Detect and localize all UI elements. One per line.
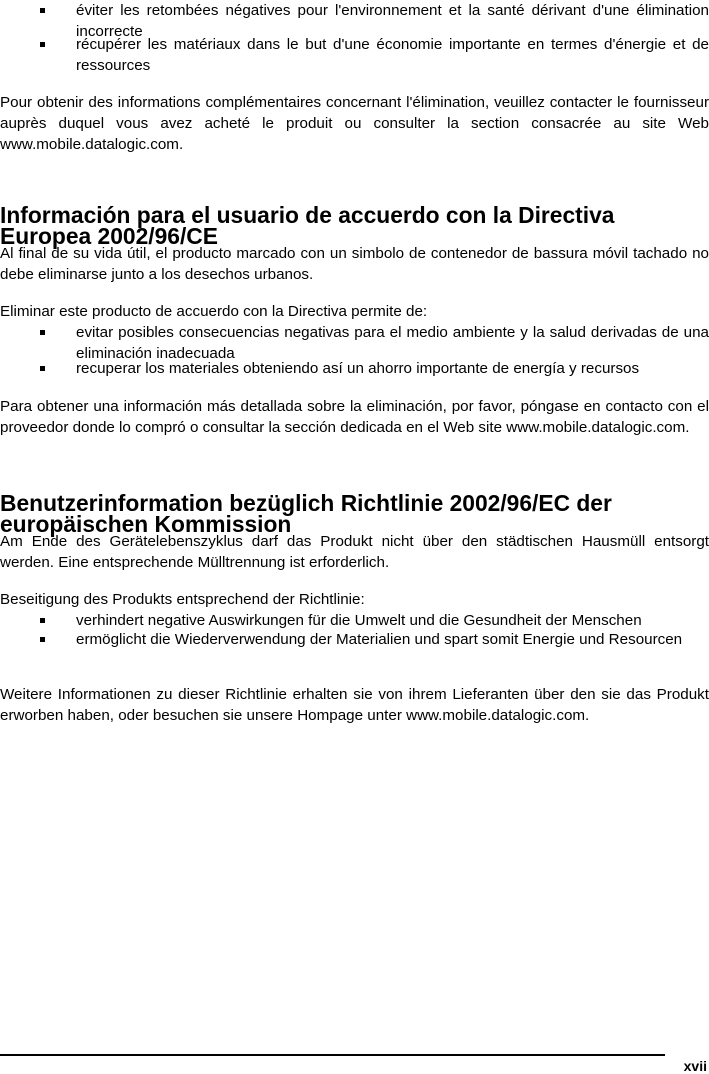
es-closing-paragraph: Para obtener una información más detallada sobre la eliminación, por favor, póngase en contacto con el proveedor donde lo compró o consultar la sección dedicada en el Web site www.mobile.datalogic.com. [0, 398, 709, 436]
bullet-marker [37, 610, 47, 631]
de-bullet-2: ermöglicht die Wiederverwendung der Materialien und spart somit Energie und Resourcen [76, 631, 683, 648]
fr-closing-paragraph: Pour obtenir des informations complémentaires concernant l'élimination, veuillez contacter le fournisseur auprès duquel vous avez acheté le produit ou consulter la section consacrée au site Web www.mobile.datalogic.com. [0, 94, 709, 153]
page-number: xvii [683, 1058, 707, 1074]
de-section-heading: Benutzerinformation bezüglich Richtlinie 2002/96/EC der europäischen Kommission [0, 490, 612, 537]
es-bullet-2: recuperar los materiales obteniendo así un ahorro importante de energía y recursos [76, 360, 640, 377]
bullet-marker [37, 322, 47, 343]
bullet-marker [37, 34, 47, 55]
bullet-marker [37, 358, 47, 379]
es-bullet-1: evitar posibles consecuencias negativas para el medio ambiente y la salud derivadas de una eliminación inadecuada [76, 324, 709, 362]
de-closing-paragraph: Weitere Informationen zu dieser Richtlinie erhalten sie von ihrem Lieferanten über den sie das Produkt erworben haben, oder besuchen sie unsere Hompage unter www.mobile.datalogic.com. [0, 686, 709, 724]
es-section-heading: Información para el usuario de accuerdo con la Directiva Europea 2002/96/CE [0, 202, 615, 249]
es-intro-paragraph: Al final de su vida útil, el producto marcado con un simbolo de contenedor de bassura móvil tachado no debe eliminarse junto a los desechos urbanos. [0, 245, 709, 283]
fr-bullet-1: éviter les retombées négatives pour l'environnement et la santé dérivant d'une élimination incorrecte [76, 2, 709, 40]
de-lead-text: Beseitigung des Produkts entsprechend der Richtlinie: [0, 591, 365, 608]
de-bullet-1: verhindert negative Auswirkungen für die Umwelt und die Gesundheit der Menschen [76, 612, 642, 629]
de-intro-paragraph: Am Ende des Gerätelebenszyklus darf das Produkt nicht über den städtischen Hausmüll entsorgt werden. Eine entsprechende Mülltrennung ist erforderlich. [0, 533, 709, 571]
bullet-marker [37, 0, 47, 21]
footer-rule [0, 1054, 665, 1056]
bullet-marker [37, 629, 47, 650]
fr-bullet-2: récupérer les matériaux dans le but d'une économie importante en termes d'énergie et de ressources [76, 36, 709, 74]
es-lead-text: Eliminar este producto de accuerdo con la Directiva permite de: [0, 303, 428, 320]
